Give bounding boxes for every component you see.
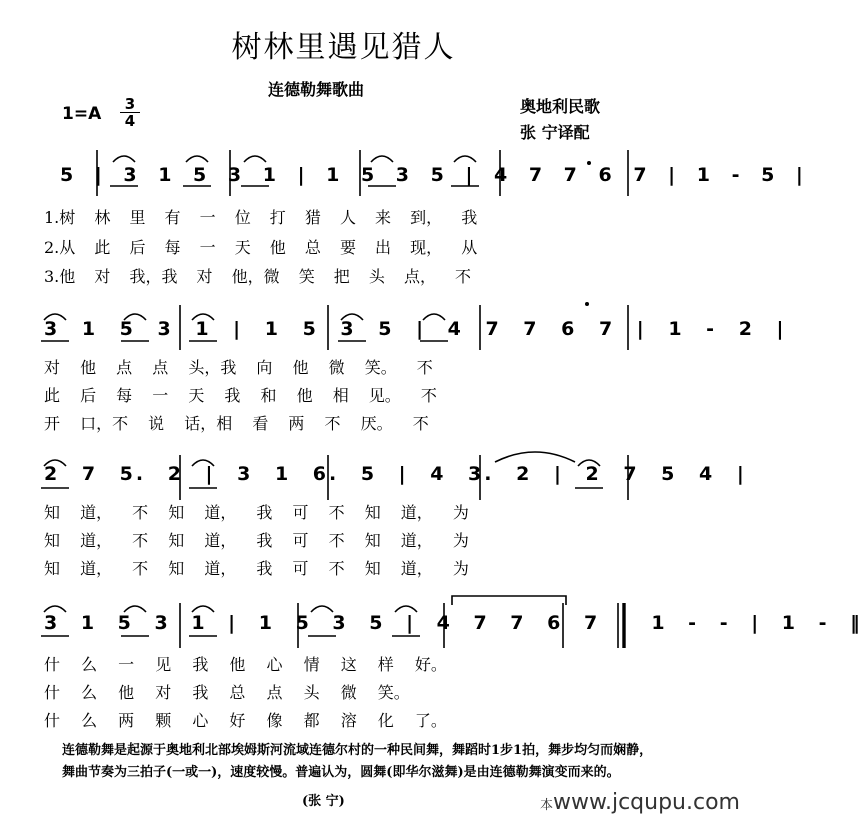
system-2-notes: 3 1 5 3 1 | 1 5 3 5 | 4 7 7 6 7 | 1 - 2 | [44, 318, 787, 340]
watermark-prefix: 本 [540, 798, 554, 813]
system-3-lyric-2: 知 道， 不 知 道， 我 可 不 知 道， 为 [44, 531, 469, 550]
system-1-notes: 5 | 3 1 5 3 1 | 1 5 3 5 | 4 7 7 6 7 | 1 - 5 | [60, 164, 806, 186]
system-4-lyric-2: 什 么 他 对 我 总 点 头 微 笑。 [44, 683, 410, 702]
system-4-notes: 3 1 5 3 1 | 1 5 3 5 | 4 7 7 6 7 | 1 - - | 1 - ‖ [44, 612, 863, 634]
dance-note-paragraph: 连德勒舞是起源于奥地利北部埃姆斯河流域连德尔村的一种民间舞，舞蹈时1步1拍，舞步均匀而娴静，舞曲节奏为三拍子(一或一)，速度较慢。普遍认为，圆舞(即华尔滋舞)是由连德勒舞演变而来的。 [62, 743, 653, 780]
system-1-lyric-3: 3.他 对 我，我 对 他，微 笑 把 头 点， 不 [44, 267, 472, 286]
system-3-notes: 2 7 5. 2 | 3 1 6. 5 | 4 3. 2 | 2 7 5 4 | [44, 463, 747, 485]
system-3-lyric-3: 知 道， 不 知 道， 我 可 不 知 道， 为 [44, 559, 469, 578]
watermark [540, 790, 740, 815]
system-2-lyric-3: 开 口，不 说 话，相 看 两 不 厌。 不 [44, 414, 429, 433]
song-translator: 张 宁译配 [520, 123, 590, 142]
note-author: (张 宁) [302, 794, 345, 809]
system-1-lyric-1: 1.树 林 里 有 一 位 打 猎 人 来 到， 我 [44, 208, 478, 227]
time-signature-top: 3 [120, 96, 140, 113]
system-2-lyric-1: 对 他 点 点 头，我 向 他 微 笑。 不 [44, 358, 433, 377]
system-1-lyric-2: 2.从 此 后 每 一 天 他 总 要 出 现， 从 [44, 238, 478, 257]
time-signature-bottom: 4 [124, 112, 136, 130]
key-signature: 1=A [62, 104, 102, 124]
watermark-url: www.jcqupu.com [553, 790, 740, 815]
system-4-lyric-3: 什 么 两 颗 心 好 像 都 溶 化 了。 [44, 711, 447, 730]
song-title: 树林里遇见猎人 [231, 30, 456, 65]
song-subtitle: 连德勒舞歌曲 [268, 80, 365, 99]
system-4-lyric-1: 什 么 一 见 我 他 心 情 这 样 好。 [44, 655, 447, 674]
song-origin: 奥地利民歌 [520, 97, 601, 116]
system-3-lyric-1: 知 道， 不 知 道， 我 可 不 知 道， 为 [44, 503, 469, 522]
system-2-lyric-2: 此 后 每 一 天 我 和 他 相 见。 不 [44, 386, 437, 405]
